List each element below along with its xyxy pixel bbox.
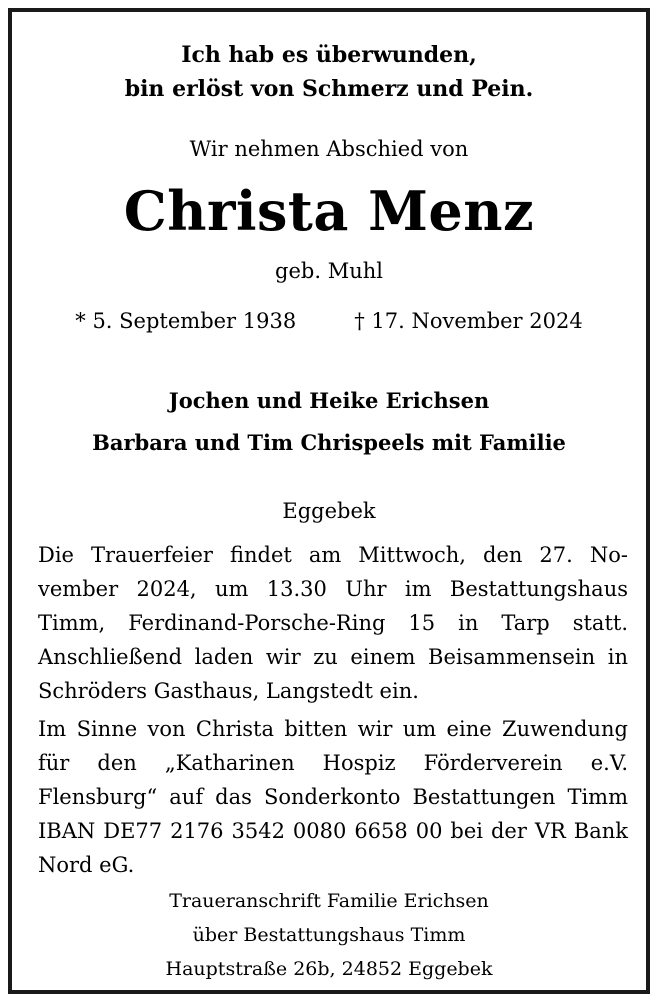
mourners xyxy=(12,380,646,464)
life-dates xyxy=(12,306,646,336)
death-date: † 17. November 2024 xyxy=(354,309,583,333)
motto xyxy=(12,38,646,106)
address-line-1: Traueranschrift Familie Erichsen xyxy=(169,890,489,912)
donation-paragraph: Im Sinne von Christa bitten wir um eine Zuwendung für den „Katharinen Hospiz Förderverein e.V. Flensburg“ auf das Sonderkonto Bestattungen Timm IBAN DE77 2176 3542 0080 6658 00 bei der VR Bank Nord eG. xyxy=(38,717,628,877)
mourning-address xyxy=(12,884,646,986)
obituary-frame xyxy=(8,8,650,994)
address-line-3: Hauptstraße 26b, 24852 Eggebek xyxy=(165,958,493,980)
deceased-name: Christa Menz xyxy=(123,179,535,243)
place-name: Eggebek xyxy=(282,499,376,523)
motto-line-1: Ich hab es überwunden, xyxy=(181,42,477,68)
birth-name: geb. Muhl xyxy=(275,259,383,283)
mourner-line-1: Jochen und Heike Erichsen xyxy=(168,388,490,413)
motto-line-2: bin erlöst von Schmerz und Pein. xyxy=(124,76,534,102)
address-line-2: über Bestattungshaus Timm xyxy=(192,924,466,946)
intro-text: Wir nehmen Abschied von xyxy=(189,137,469,161)
birth-date: * 5. September 1938 xyxy=(75,309,297,333)
funeral-paragraph: Die Trauerfeier findet am Mittwoch, den 27. November 2024, um 13.30 Uhr im Bestattungshaus Timm, Ferdinand-Porsche-Ring 15 in Tarp statt. Anschließend laden wir zu einem Beisammensein in Schröders Gasthaus, Langstedt ein. xyxy=(38,543,628,703)
mourner-line-2: Barbara und Tim Chrispeels mit Familie xyxy=(92,430,566,455)
